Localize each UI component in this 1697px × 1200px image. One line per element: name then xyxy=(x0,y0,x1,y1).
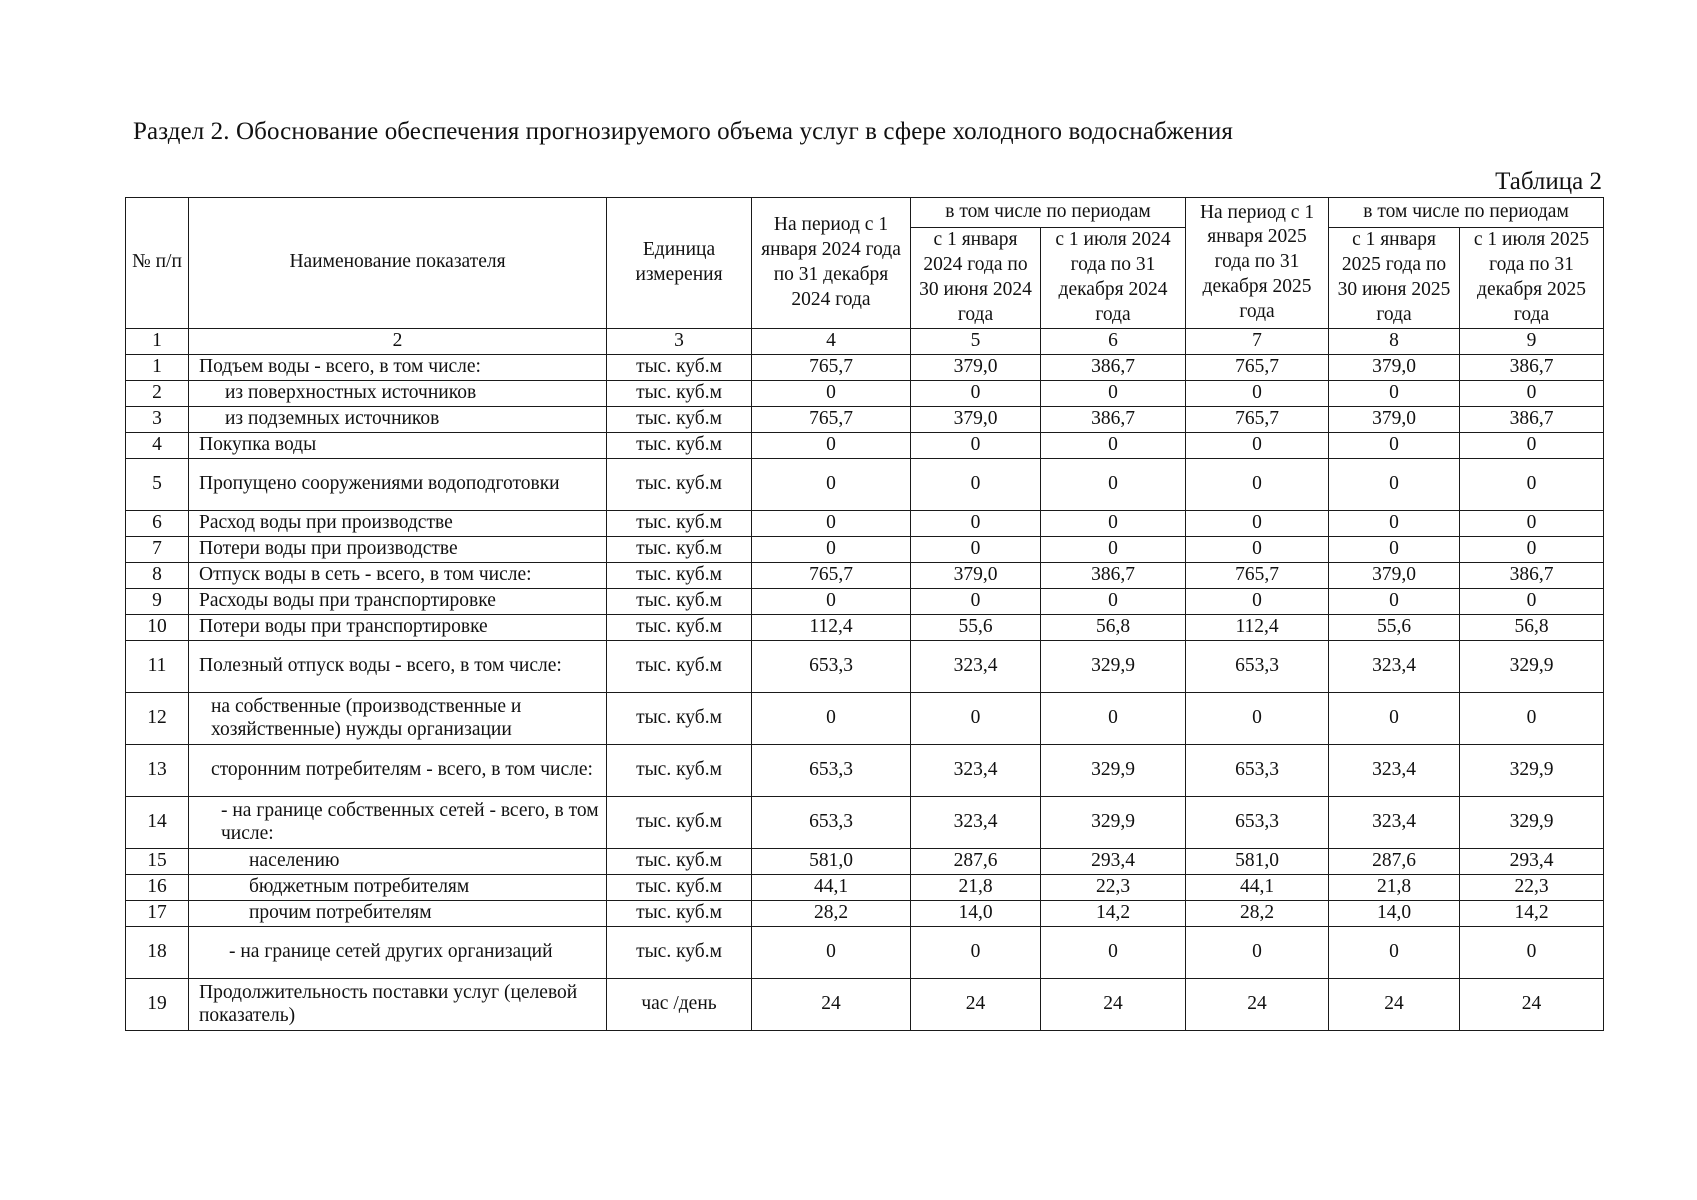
table-row xyxy=(126,796,1604,848)
value-cell: 0 xyxy=(1186,458,1329,510)
value-cell: 293,4 xyxy=(1041,848,1186,874)
value-cell: 0 xyxy=(752,588,911,614)
value-cell: 0 xyxy=(752,458,911,510)
value-cell: 28,2 xyxy=(1186,900,1329,926)
table-label: Таблица 2 xyxy=(1495,168,1602,195)
header-2024-h1: с 1 января 2024 года по 30 июня 2024 года xyxy=(911,228,1041,329)
value-cell: 22,3 xyxy=(1041,874,1186,900)
value-cell: 112,4 xyxy=(1186,614,1329,640)
value-cell: 55,6 xyxy=(911,614,1041,640)
indicator-name-cell: Покупка воды xyxy=(189,432,607,458)
row-number-cell: 12 xyxy=(126,692,189,744)
value-cell: 0 xyxy=(1041,588,1186,614)
value-cell: 0 xyxy=(911,692,1041,744)
value-cell: 14,0 xyxy=(911,900,1041,926)
header-2025-h2: с 1 июля 2025 года по 31 декабря 2025 года xyxy=(1460,228,1604,329)
value-cell: 0 xyxy=(1329,510,1460,536)
value-cell: 386,7 xyxy=(1041,562,1186,588)
value-cell: 0 xyxy=(1460,510,1604,536)
value-cell: 0 xyxy=(1041,380,1186,406)
row-number-cell: 4 xyxy=(126,432,189,458)
value-cell: 653,3 xyxy=(1186,640,1329,692)
indicator-name-cell: Расход воды при производстве xyxy=(189,510,607,536)
value-cell: 765,7 xyxy=(1186,406,1329,432)
table-row xyxy=(126,848,1604,874)
row-number-cell: 5 xyxy=(126,458,189,510)
table-row xyxy=(126,874,1604,900)
value-cell: 653,3 xyxy=(1186,796,1329,848)
value-cell: 0 xyxy=(911,926,1041,978)
table-row xyxy=(126,380,1604,406)
value-cell: 0 xyxy=(1041,926,1186,978)
unit-cell: тыс. куб.м xyxy=(607,614,752,640)
row-number-cell: 1 xyxy=(126,354,189,380)
table-row xyxy=(126,614,1604,640)
table-row xyxy=(126,406,1604,432)
value-cell: 386,7 xyxy=(1460,406,1604,432)
indicator-name-cell: Потери воды при транспортировке xyxy=(189,614,607,640)
value-cell: 329,9 xyxy=(1460,796,1604,848)
value-cell: 0 xyxy=(1329,432,1460,458)
value-cell: 0 xyxy=(1329,380,1460,406)
value-cell: 24 xyxy=(1329,978,1460,1030)
unit-cell: тыс. куб.м xyxy=(607,848,752,874)
value-cell: 0 xyxy=(752,536,911,562)
value-cell: 14,2 xyxy=(1460,900,1604,926)
table-row xyxy=(126,640,1604,692)
value-cell: 581,0 xyxy=(752,848,911,874)
value-cell: 0 xyxy=(1186,692,1329,744)
value-cell: 24 xyxy=(1186,978,1329,1030)
value-cell: 0 xyxy=(1460,692,1604,744)
row-number-cell: 8 xyxy=(126,562,189,588)
row-number-cell: 7 xyxy=(126,536,189,562)
value-cell: 0 xyxy=(1460,458,1604,510)
column-number: 8 xyxy=(1329,328,1460,354)
header-group-2024: в том числе по периодам xyxy=(911,198,1186,228)
value-cell: 0 xyxy=(1186,536,1329,562)
table-row xyxy=(126,354,1604,380)
header-2025-total: На период с 1 января 2025 года по 31 декабря 2025 года xyxy=(1186,198,1329,329)
value-cell: 323,4 xyxy=(1329,640,1460,692)
indicator-name-cell: Полезный отпуск воды - всего, в том числе: xyxy=(189,640,607,692)
unit-cell: тыс. куб.м xyxy=(607,900,752,926)
value-cell: 44,1 xyxy=(752,874,911,900)
value-cell: 0 xyxy=(752,510,911,536)
value-cell: 379,0 xyxy=(1329,562,1460,588)
value-cell: 379,0 xyxy=(911,562,1041,588)
row-number-cell: 18 xyxy=(126,926,189,978)
value-cell: 287,6 xyxy=(1329,848,1460,874)
table-row xyxy=(126,744,1604,796)
unit-cell: тыс. куб.м xyxy=(607,796,752,848)
header-2024-total: На период с 1 января 2024 года по 31 декабря 2024 года xyxy=(752,198,911,329)
value-cell: 0 xyxy=(911,536,1041,562)
indicator-name-cell: из поверхностных источников xyxy=(189,380,607,406)
unit-cell: тыс. куб.м xyxy=(607,744,752,796)
indicator-name-cell: Расходы воды при транспортировке xyxy=(189,588,607,614)
unit-cell: тыс. куб.м xyxy=(607,926,752,978)
header-name: Наименование показателя xyxy=(189,198,607,329)
row-number-cell: 16 xyxy=(126,874,189,900)
value-cell: 21,8 xyxy=(911,874,1041,900)
value-cell: 653,3 xyxy=(752,796,911,848)
unit-cell: тыс. куб.м xyxy=(607,536,752,562)
value-cell: 379,0 xyxy=(911,354,1041,380)
value-cell: 0 xyxy=(1460,588,1604,614)
value-cell: 323,4 xyxy=(911,744,1041,796)
value-cell: 765,7 xyxy=(1186,354,1329,380)
table-row xyxy=(126,510,1604,536)
row-number-cell: 9 xyxy=(126,588,189,614)
value-cell: 287,6 xyxy=(911,848,1041,874)
table-row xyxy=(126,562,1604,588)
table-body xyxy=(126,354,1604,1030)
value-cell: 0 xyxy=(752,926,911,978)
table-row xyxy=(126,978,1604,1030)
value-cell: 56,8 xyxy=(1041,614,1186,640)
unit-cell: тыс. куб.м xyxy=(607,354,752,380)
unit-cell: тыс. куб.м xyxy=(607,874,752,900)
value-cell: 21,8 xyxy=(1329,874,1460,900)
row-number-cell: 15 xyxy=(126,848,189,874)
value-cell: 0 xyxy=(1186,380,1329,406)
value-cell: 0 xyxy=(1186,926,1329,978)
value-cell: 0 xyxy=(911,432,1041,458)
column-number: 4 xyxy=(752,328,911,354)
value-cell: 379,0 xyxy=(1329,354,1460,380)
value-cell: 386,7 xyxy=(1460,354,1604,380)
column-number: 2 xyxy=(189,328,607,354)
column-number: 6 xyxy=(1041,328,1186,354)
value-cell: 323,4 xyxy=(1329,796,1460,848)
value-cell: 0 xyxy=(1186,588,1329,614)
value-cell: 0 xyxy=(1329,692,1460,744)
indicator-name-cell: - на границе сетей других организаций xyxy=(189,926,607,978)
value-cell: 112,4 xyxy=(752,614,911,640)
column-number: 5 xyxy=(911,328,1041,354)
value-cell: 14,0 xyxy=(1329,900,1460,926)
value-cell: 323,4 xyxy=(1329,744,1460,796)
table-row xyxy=(126,536,1604,562)
table-row xyxy=(126,432,1604,458)
value-cell: 0 xyxy=(1460,926,1604,978)
value-cell: 0 xyxy=(1460,380,1604,406)
indicator-name-cell: сторонним потребителям - всего, в том числе: xyxy=(189,744,607,796)
value-cell: 0 xyxy=(1186,510,1329,536)
value-cell: 55,6 xyxy=(1329,614,1460,640)
value-cell: 379,0 xyxy=(911,406,1041,432)
column-numbers-row xyxy=(126,328,1604,354)
value-cell: 22,3 xyxy=(1460,874,1604,900)
value-cell: 386,7 xyxy=(1460,562,1604,588)
header-2024-h2: с 1 июля 2024 года по 31 декабря 2024 года xyxy=(1041,228,1186,329)
indicator-name-cell: населению xyxy=(189,848,607,874)
row-number-cell: 14 xyxy=(126,796,189,848)
water-supply-table xyxy=(125,197,1604,1031)
table-row xyxy=(126,458,1604,510)
value-cell: 323,4 xyxy=(911,796,1041,848)
unit-cell: тыс. куб.м xyxy=(607,510,752,536)
value-cell: 0 xyxy=(1329,588,1460,614)
value-cell: 0 xyxy=(1186,432,1329,458)
row-number-cell: 2 xyxy=(126,380,189,406)
indicator-name-cell: Потери воды при производстве xyxy=(189,536,607,562)
value-cell: 0 xyxy=(1460,536,1604,562)
value-cell: 765,7 xyxy=(752,354,911,380)
value-cell: 0 xyxy=(911,588,1041,614)
row-number-cell: 3 xyxy=(126,406,189,432)
value-cell: 24 xyxy=(911,978,1041,1030)
unit-cell: тыс. куб.м xyxy=(607,640,752,692)
value-cell: 0 xyxy=(752,380,911,406)
value-cell: 0 xyxy=(911,380,1041,406)
value-cell: 765,7 xyxy=(1186,562,1329,588)
value-cell: 44,1 xyxy=(1186,874,1329,900)
indicator-name-cell: прочим потребителям xyxy=(189,900,607,926)
value-cell: 24 xyxy=(1460,978,1604,1030)
unit-cell: тыс. куб.м xyxy=(607,458,752,510)
row-number-cell: 13 xyxy=(126,744,189,796)
header-unit: Единица измерения xyxy=(607,198,752,329)
value-cell: 0 xyxy=(911,458,1041,510)
value-cell: 386,7 xyxy=(1041,406,1186,432)
value-cell: 0 xyxy=(1041,692,1186,744)
value-cell: 0 xyxy=(752,692,911,744)
column-number: 1 xyxy=(126,328,189,354)
header-group-2025: в том числе по периодам xyxy=(1329,198,1604,228)
unit-cell: тыс. куб.м xyxy=(607,692,752,744)
table-row xyxy=(126,588,1604,614)
page-title: Раздел 2. Обоснование обеспечения прогнозируемого объема услуг в сфере холодного водоснабжения xyxy=(133,118,1234,145)
value-cell: 653,3 xyxy=(752,744,911,796)
indicator-name-cell: - на границе собственных сетей - всего, в том числе: xyxy=(189,796,607,848)
table-row xyxy=(126,926,1604,978)
value-cell: 379,0 xyxy=(1329,406,1460,432)
unit-cell: час /день xyxy=(607,978,752,1030)
indicator-name-cell: Продолжительность поставки услуг (целевой показатель) xyxy=(189,978,607,1030)
row-number-cell: 11 xyxy=(126,640,189,692)
value-cell: 0 xyxy=(1041,432,1186,458)
indicator-name-cell: Подъем воды - всего, в том числе: xyxy=(189,354,607,380)
value-cell: 293,4 xyxy=(1460,848,1604,874)
table-row xyxy=(126,692,1604,744)
unit-cell: тыс. куб.м xyxy=(607,432,752,458)
value-cell: 0 xyxy=(1329,458,1460,510)
value-cell: 765,7 xyxy=(752,562,911,588)
unit-cell: тыс. куб.м xyxy=(607,380,752,406)
value-cell: 386,7 xyxy=(1041,354,1186,380)
column-number: 3 xyxy=(607,328,752,354)
table-header xyxy=(126,198,1604,355)
indicator-name-cell: Отпуск воды в сеть - всего, в том числе: xyxy=(189,562,607,588)
value-cell: 0 xyxy=(1329,926,1460,978)
table-row xyxy=(126,900,1604,926)
indicator-name-cell: на собственные (производственные и хозяйственные) нужды организации xyxy=(189,692,607,744)
value-cell: 653,3 xyxy=(1186,744,1329,796)
value-cell: 24 xyxy=(752,978,911,1030)
value-cell: 14,2 xyxy=(1041,900,1186,926)
unit-cell: тыс. куб.м xyxy=(607,588,752,614)
row-number-cell: 17 xyxy=(126,900,189,926)
value-cell: 329,9 xyxy=(1041,640,1186,692)
value-cell: 0 xyxy=(911,510,1041,536)
unit-cell: тыс. куб.м xyxy=(607,406,752,432)
value-cell: 0 xyxy=(1329,536,1460,562)
value-cell: 56,8 xyxy=(1460,614,1604,640)
indicator-name-cell: бюджетным потребителям xyxy=(189,874,607,900)
value-cell: 765,7 xyxy=(752,406,911,432)
header-2025-h1: с 1 января 2025 года по 30 июня 2025 года xyxy=(1329,228,1460,329)
value-cell: 0 xyxy=(1041,458,1186,510)
value-cell: 581,0 xyxy=(1186,848,1329,874)
row-number-cell: 19 xyxy=(126,978,189,1030)
value-cell: 323,4 xyxy=(911,640,1041,692)
value-cell: 28,2 xyxy=(752,900,911,926)
value-cell: 0 xyxy=(1041,536,1186,562)
row-number-cell: 10 xyxy=(126,614,189,640)
value-cell: 329,9 xyxy=(1460,744,1604,796)
column-number: 7 xyxy=(1186,328,1329,354)
value-cell: 0 xyxy=(752,432,911,458)
unit-cell: тыс. куб.м xyxy=(607,562,752,588)
value-cell: 0 xyxy=(1460,432,1604,458)
value-cell: 653,3 xyxy=(752,640,911,692)
value-cell: 24 xyxy=(1041,978,1186,1030)
value-cell: 329,9 xyxy=(1460,640,1604,692)
header-num: № п/п xyxy=(126,198,189,329)
row-number-cell: 6 xyxy=(126,510,189,536)
value-cell: 329,9 xyxy=(1041,796,1186,848)
value-cell: 0 xyxy=(1041,510,1186,536)
indicator-name-cell: Пропущено сооружениями водоподготовки xyxy=(189,458,607,510)
value-cell: 329,9 xyxy=(1041,744,1186,796)
column-number: 9 xyxy=(1460,328,1604,354)
indicator-name-cell: из подземных источников xyxy=(189,406,607,432)
